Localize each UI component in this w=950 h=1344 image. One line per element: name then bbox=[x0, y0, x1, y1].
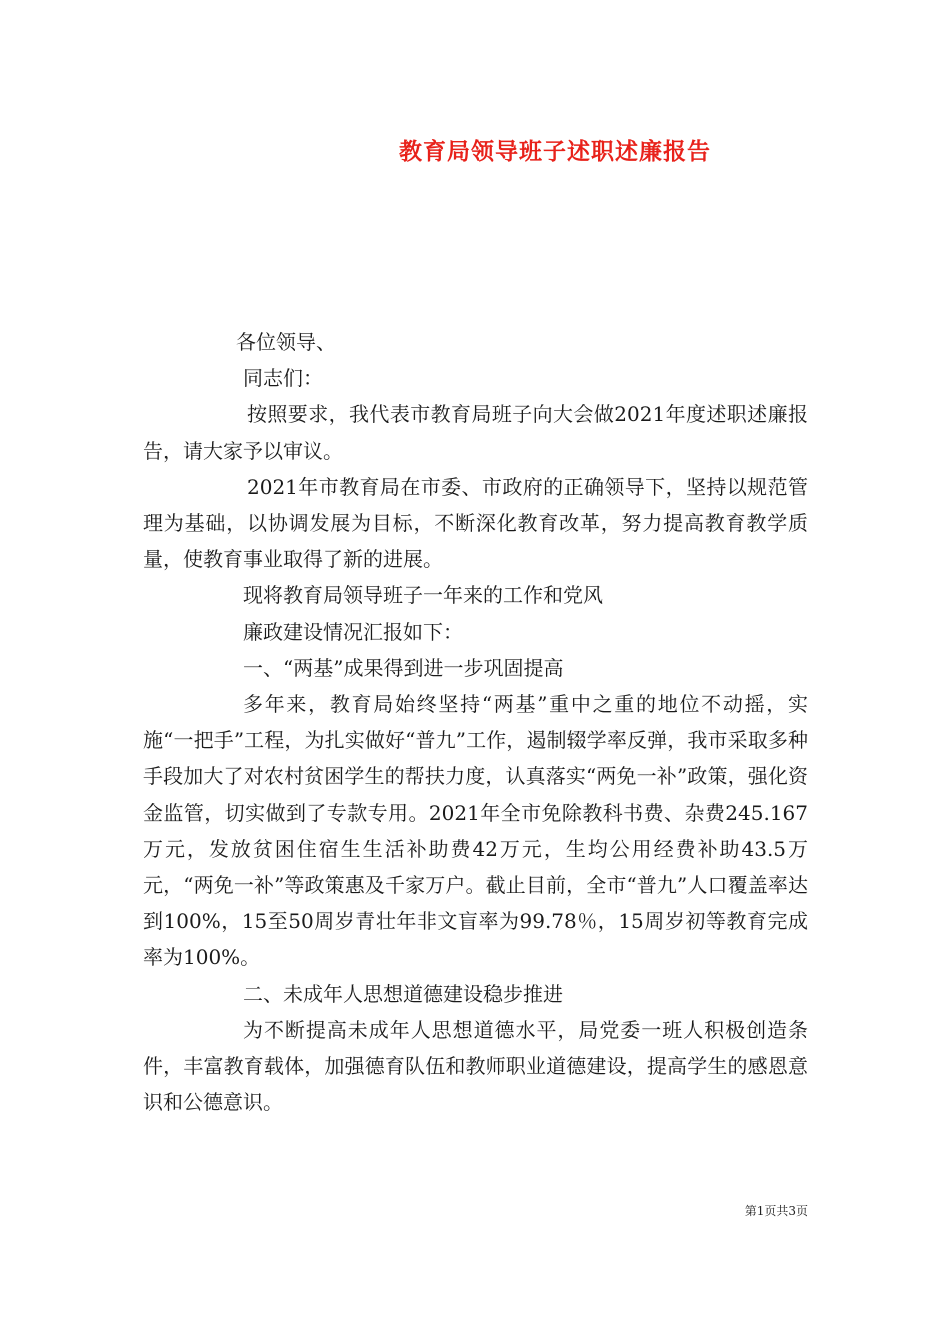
paragraph-overview: 2021年市教育局在市委、市政府的正确领导下，坚持以规范管理为基础，以协调发展为目标，不断深化教育改革，努力提高教育教学质量，使教育事业取得了新的进展。 bbox=[143, 474, 808, 572]
paragraph-section-1: 多年来，教育局始终坚持“两基”重中之重的地位不动摇，实施“一把手”工程，为扎实做好“普九”工作，遏制辍学率反弹，我市采取多种手段加大了对农村贫困学生的帮扶力度，认真落实“两免一补”政策，强化资金监管，切实做到了专款专用。2021年全市免除教科书费、杂费245.167万元，发放贫困住宿生生活补助费42万元，生均公用经费补助43.5万元，“两免一补”等政策惠及千家万户。截止目前，全市“普九”人口覆盖率达到100%，15至50周岁青壮年非文盲率为99.78％，15周岁初等教育完成率为100%。 bbox=[143, 692, 808, 970]
salutation-comrades: 同志们： bbox=[243, 366, 323, 391]
section-heading-1: 一、“两基”成果得到进一步巩固提高 bbox=[243, 655, 564, 680]
section-heading-2: 二、未成年人思想道德建设稳步推进 bbox=[243, 981, 563, 1006]
paragraph-transition-1: 现将教育局领导班子一年来的工作和党风 bbox=[243, 583, 603, 608]
salutation-leaders: 各位领导、 bbox=[236, 330, 336, 354]
paragraph-section-2: 为不断提高未成年人思想道德水平，局党委一班人积极创造条件，丰富教育载体，加强德育队伍和教师职业道德建设，提高学生的感恩意识和公德意识。 bbox=[143, 1017, 808, 1115]
paragraph-transition-2: 廉政建设情况汇报如下： bbox=[243, 619, 463, 644]
document-body bbox=[143, 324, 808, 1120]
page-number: 第1页共3页 bbox=[744, 1204, 808, 1218]
paragraph-intro: 按照要求，我代表市教育局班子向大会做2021年度述职述廉报告，请大家予以审议。 bbox=[143, 402, 808, 463]
document-title: 教育局领导班子述职述廉报告 bbox=[399, 138, 711, 165]
